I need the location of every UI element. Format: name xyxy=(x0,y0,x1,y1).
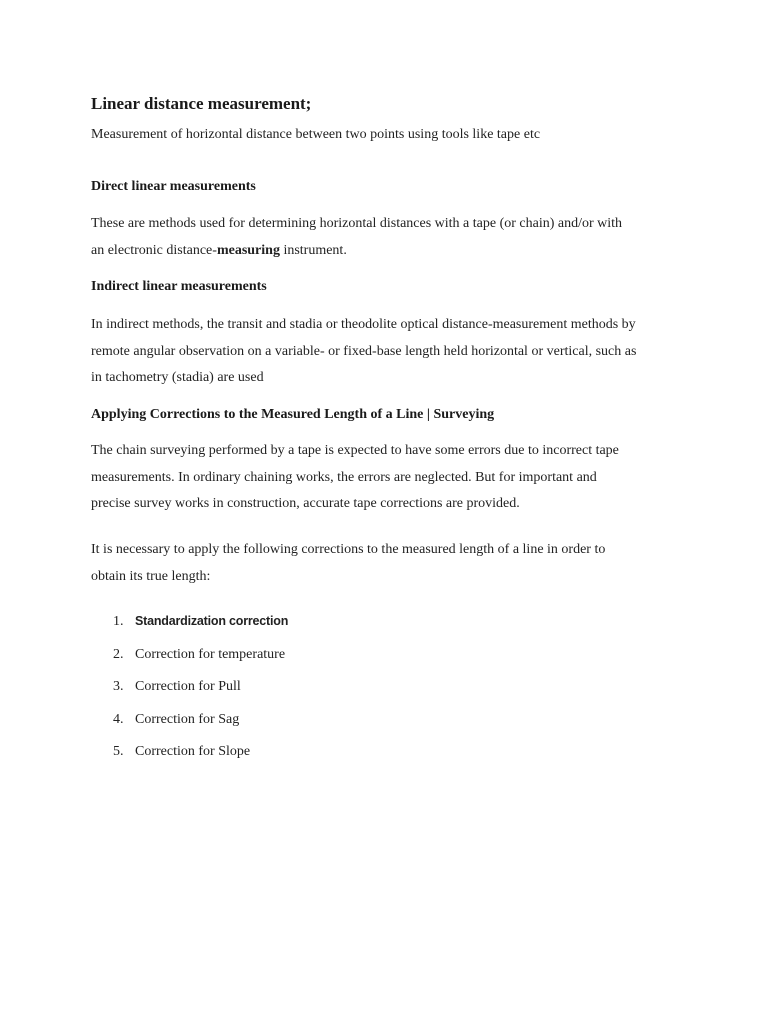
indirect-line: in tachometry (stadia) are used xyxy=(91,370,264,385)
indirect-line: remote angular observation on a variable- or fixed-base length held horizontal or vertical, such as xyxy=(91,343,637,359)
list-text: Correction for Sag xyxy=(135,712,240,727)
list-item xyxy=(113,679,241,695)
corrections-line: obtain its true length: xyxy=(91,568,211,584)
list-number: 1. xyxy=(113,614,124,629)
list-item xyxy=(113,712,239,728)
list-text: Standardization correction xyxy=(135,614,289,628)
corrections-line: The chain surveying performed by a tape is expected to have some errors due to incorrect tape xyxy=(91,443,619,458)
corrections-line: It is necessary to apply the following corrections to the measured length of a line in order to xyxy=(91,542,606,557)
direct-line-2-prefix: an electronic distance- xyxy=(91,242,217,258)
direct-paragraph xyxy=(91,211,691,264)
document-title: Linear distance measurement; xyxy=(91,94,312,113)
list-text: Correction for Slope xyxy=(135,744,251,759)
corrections-line: measurements. In ordinary chaining works, the errors are neglected. But for important and xyxy=(91,469,597,485)
direct-line-2 xyxy=(91,238,691,265)
direct-line-2-bold: measuring xyxy=(216,242,280,258)
corrections-line: precise survey works in construction, accurate tape corrections are provided. xyxy=(91,496,520,511)
list-number: 5. xyxy=(113,744,124,759)
list-number: 2. xyxy=(113,647,124,662)
indirect-line: In indirect methods, the transit and stadia or theodolite optical distance-measurement methods by xyxy=(91,317,636,332)
list-number: 3. xyxy=(113,679,124,694)
corrections-heading: Applying Corrections to the Measured Length of a Line | Surveying xyxy=(91,407,495,422)
list-item xyxy=(113,647,285,663)
list-text: Correction for Pull xyxy=(135,679,241,694)
list-text: Correction for temperature xyxy=(135,647,286,662)
indirect-heading: Indirect linear measurements xyxy=(91,279,267,294)
indirect-paragraph xyxy=(91,312,691,392)
corrections-paragraph-2 xyxy=(91,537,691,590)
direct-line-1: These are methods used for determining horizontal distances with a tape (or chain) and/or with xyxy=(91,216,623,231)
list-item xyxy=(113,614,288,630)
corrections-paragraph-1 xyxy=(91,438,691,518)
list-number: 4. xyxy=(113,712,124,727)
list-item xyxy=(113,744,250,760)
intro-text: Measurement of horizontal distance between two points using tools like tape etc xyxy=(91,127,541,142)
direct-line-2-suffix: instrument. xyxy=(279,242,347,258)
direct-heading: Direct linear measurements xyxy=(91,179,256,194)
